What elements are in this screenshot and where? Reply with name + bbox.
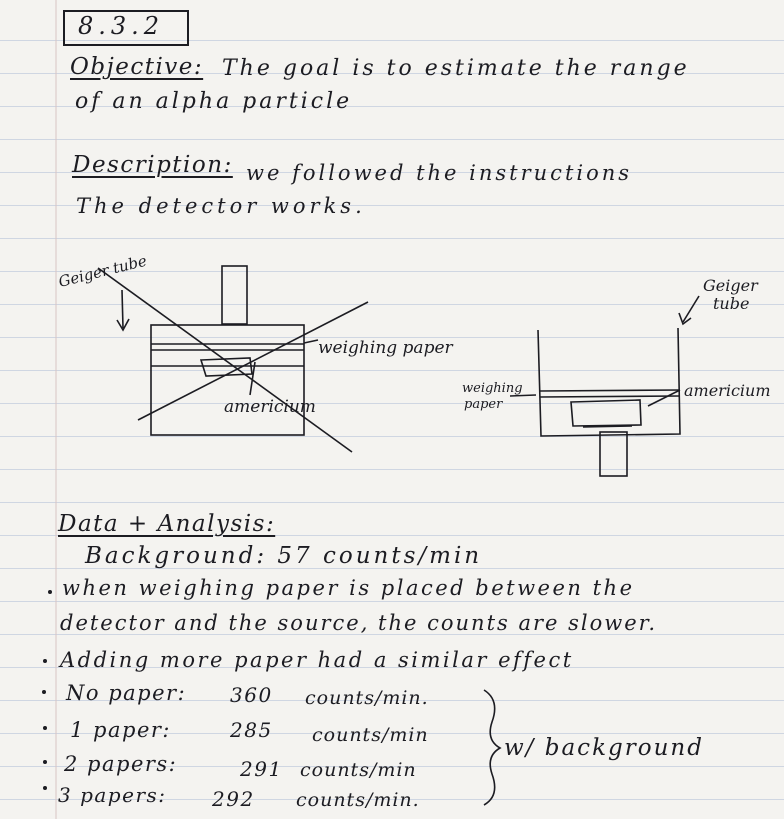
sketch-right-tube-label-2: tube [713,294,750,313]
curly-bracket [484,690,500,805]
sketch-right-paper-label-2: paper [464,397,503,412]
bullet-dot [43,786,47,790]
bracket-note: w/ background [504,735,704,761]
sketch-right-tube-label-1: Geiger [703,276,758,295]
row-2-unit: counts/min [300,759,417,781]
background-line: Background: 57 counts/min [85,543,483,569]
row-2-label: 2 papers: [64,752,178,776]
note-1-line-2: detector and the source, the counts are slower. [60,611,658,635]
row-3-unit: counts/min. [296,789,420,811]
description-line-1: we followed the instructions [246,161,633,185]
bullet-dot [42,690,46,694]
sketch-left-source-label: americium [224,397,316,417]
row-0-value: 360 [230,683,273,707]
note-2: Adding more paper had a similar effect [60,648,574,672]
sketch-left-tube-label: Geiger tube [56,251,149,291]
row-1-label: 1 paper: [70,718,171,742]
row-3-label: 3 papers: [58,783,167,807]
note-1-line-1: when weighing paper is placed between the [62,576,635,600]
section-number: 8.3.2 [78,12,165,40]
bullet-dot [48,590,52,594]
row-1-unit: counts/min [312,724,429,746]
row-2-value: 291 [240,757,283,781]
row-0-unit: counts/min. [305,687,429,709]
description-label: Description: [72,152,233,178]
data-analysis-label: Data + Analysis: [58,511,276,537]
description-line-2: The detector works. [76,194,366,218]
sketch-left-paper-label: weighing paper [318,338,453,358]
row-3-value: 292 [212,787,255,811]
row-1-value: 285 [230,718,273,742]
bullet-dot [43,726,47,730]
bullet-dot [43,760,47,764]
bullet-dot [43,659,47,663]
row-0-label: No paper: [66,681,187,705]
objective-line-1: The goal is to estimate the range [222,56,690,81]
objective-label: Objective: [70,54,204,80]
sketch-right-paper-label-1: weighing [462,381,523,396]
sketch-right-source-label: americium [684,381,771,400]
objective-line-2: of an alpha particle [75,89,353,114]
